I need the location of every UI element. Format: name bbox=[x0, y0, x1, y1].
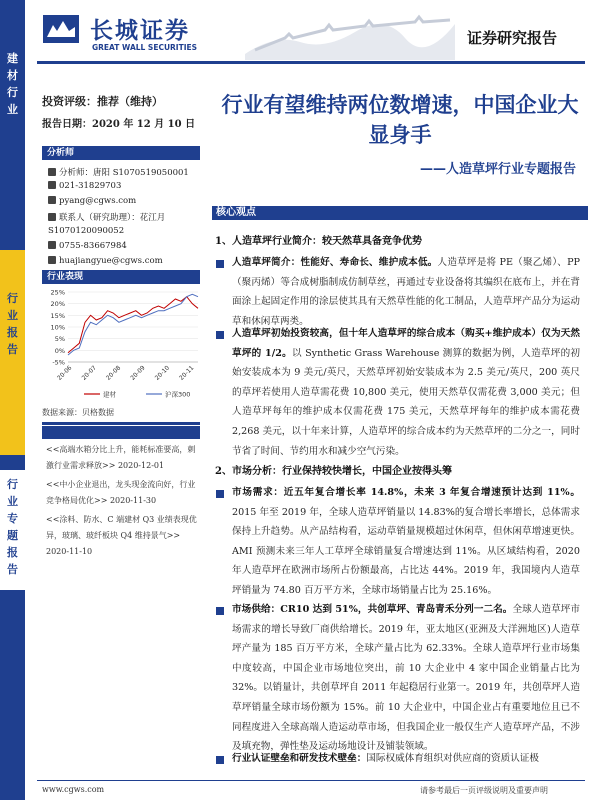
header-divider bbox=[37, 61, 585, 64]
chart-x-tick-label: 20-07 bbox=[80, 364, 98, 382]
chart-y-tick-label: 5% bbox=[54, 335, 65, 344]
investment-rating: 投资评级：推荐（维持） bbox=[42, 95, 163, 108]
contact-text: 分析师：唐阳 S1070519050001 bbox=[59, 168, 189, 178]
core-viewpoint-bar bbox=[212, 206, 588, 220]
paragraph-supply bbox=[232, 600, 580, 757]
chart-y-tick-label: 20% bbox=[50, 300, 65, 309]
contact-line bbox=[48, 256, 163, 266]
contact-text: 0755-83667984 bbox=[59, 241, 127, 251]
contact-text[interactable]: pyang@cgws.com bbox=[59, 196, 137, 206]
related-report-link[interactable]: <<高端水箱分比上升，能耗标准要高，刺激行业需求释放>> 2020-12-01 bbox=[46, 445, 196, 470]
paragraph-demand bbox=[232, 483, 580, 601]
chart-y-tick-label: 0% bbox=[54, 346, 65, 355]
side-tab-industry: 建 材 行 业 bbox=[7, 52, 18, 116]
related-reports-divider bbox=[42, 422, 200, 425]
paragraph-supply-body: 全球人造草坪市场需求的增长导致厂商供给增长。2019 年，亚太地区(亚洲及大洋洲地区)人造草坪产量为 185 百万平方米，全球产量占比为 62.33%。全球人造草坪行业市场集中度较高，中国企业市场地位突出，前 10 大企业中 4 家中国企业销量占比为 32%。以销量计，共创草坪自 2011 年起稳居行业第一。2019 年，共创草坪人造草坪销量全球市场份额为 15%。前 10 大企业中，中国企业占有重要地位且已不同程度进入全球高端人造运动草市场，但我国企业一般仅生产人造草坪产品，不涉及填充物，弹性垫及运动场地设计及铺装领域。 bbox=[232, 604, 580, 753]
side-tab-report: 行 业 报 告 bbox=[0, 250, 25, 455]
contact-text: 021-31829703 bbox=[59, 181, 122, 191]
contact-line bbox=[48, 241, 127, 251]
industry-performance-chart bbox=[42, 286, 202, 406]
related-reports-bar bbox=[42, 426, 200, 439]
footer-website-link[interactable]: www.cgws.com bbox=[42, 785, 105, 794]
chart-legend-label: 沪深300 bbox=[165, 390, 191, 399]
chart-y-tick-label: 15% bbox=[50, 311, 65, 320]
chart-x-tick-label: 20-06 bbox=[56, 364, 74, 382]
contact-line bbox=[48, 181, 121, 191]
logo-text-en: GREAT WALL SECURITIES bbox=[92, 43, 198, 52]
paragraph-demand-lead: 市场需求：近五年复合增长率 14.8%，未来 3 年复合增速预计达到 11%。 bbox=[232, 487, 580, 498]
paragraph-intro-body: 人造草坪是将 PE（聚乙烯）、PP（聚丙烯）等合成树脂制成仿制草丝，再通过专业设备将其编织在底布上，并在背面涂上起固定作用的涂层使其具有天然草性能的化工制品，人造草坪产品分为运动草和休闲草两类。 bbox=[232, 257, 581, 327]
contact-text: 联系人（研究助理）：花江月 bbox=[59, 213, 166, 223]
chart-y-tick-label: -5% bbox=[52, 358, 65, 367]
core-viewpoint-label: 核心观点 bbox=[216, 207, 256, 218]
chart-source: 数据来源：贝格数据 bbox=[42, 408, 114, 417]
mail-icon bbox=[48, 196, 56, 204]
chart-series-line bbox=[68, 294, 198, 355]
chart-y-tick-label: 10% bbox=[50, 323, 65, 332]
paragraph-cost-body: 以 Synthetic Grass Warehouse 测算的数据为例，人造草坪的初始安装成本为 9 美元/英尺，天然草坪初始安装成本为 2.5 美元/英尺，200 英尺的草坪若使用人造草需花费 10,800 美元，使用天然草仅需花费 3,000 美元；但人造草坪每年的维护成本仅需花费 175 美元，天然草坪每年的维护成本需花费 2,268 美元，以十年来计算，人造草坪的综合成本约为天然草坪的二分之一，同时节省了时间、节约用水和减少空气污染。 bbox=[232, 347, 580, 457]
paragraph-intro-lead: 人造草坪简介：性能好、寿命长、维护成本低。 bbox=[232, 257, 438, 268]
contact-text: S1070120090052 bbox=[48, 226, 125, 236]
contact-line bbox=[48, 196, 136, 206]
chart-legend-label: 建材 bbox=[103, 390, 116, 399]
logo-text-cn: 长城证券 bbox=[90, 18, 190, 44]
paragraph-barrier bbox=[232, 749, 580, 769]
side-tab-special-report: 行 业 专 题 报 告 bbox=[0, 470, 25, 590]
paragraph-cost-lead: 人造草坪初始投资较高，但十年人造草坪的综合成本（购买+维护成本）仅为天然草坪的 1/2。 bbox=[232, 328, 580, 359]
bullet-square-icon bbox=[216, 490, 224, 498]
paragraph-supply-lead: 市场供给：CR10 达到 51%，共创草坪、青岛青禾分列一二名。 bbox=[232, 604, 513, 615]
chart-x-tick-label: 20-09 bbox=[129, 364, 147, 382]
great-wall-logo-icon bbox=[43, 15, 79, 43]
paragraph-demand-body: 2015 年至 2019 年，全球人造草坪销量以 14.83%的复合增长率增长，总体需求保持上升趋势。从产品结构看，运动草销量规模超过休闲草，但休闲草增速更快。AMI 预测未来三年人工草坪全球销量复合增速达到 11%。从区域结构看，2020 年人造草坪在欧洲市场所占份额最高，占比达 44%。2019 年，我国境内人造草坪销量为 74.80 百万平方米，全球市场销量占比为 25.16%。 bbox=[232, 506, 580, 596]
phone-icon bbox=[48, 181, 56, 189]
contact-line bbox=[48, 166, 189, 178]
contact-text[interactable]: huajiangyue@cgws.com bbox=[59, 256, 163, 266]
chart-section-bar: 行业表现 bbox=[42, 270, 200, 284]
chart-x-tick-label: 20-08 bbox=[104, 364, 123, 382]
report-date: 报告日期：2020 年 12 月 10 日 bbox=[42, 119, 196, 130]
bullet-square-icon bbox=[216, 756, 224, 764]
report-subtitle: ——人造草坪行业专题报告 bbox=[419, 162, 576, 177]
bullet-square-icon bbox=[216, 607, 224, 615]
report-type-label: 证券研究报告 bbox=[467, 29, 558, 47]
related-report-link[interactable]: <<涂料、防水、C 端建材 Q3 业绩表现优异，玻璃、玻纤板块 Q4 维持景气>> 2020-11-10 bbox=[46, 515, 197, 556]
page-header bbox=[0, 0, 600, 65]
person-icon bbox=[48, 168, 56, 176]
section-heading-1: 1、人造草坪行业简介：较天然草具备竞争优势 bbox=[215, 236, 422, 247]
bullet-square-icon bbox=[216, 260, 224, 268]
paragraph-barrier-body: 国际权威体育组织对供应商的资质认证极 bbox=[366, 753, 539, 764]
section-heading-2: 2、市场分析：行业保持较快增长，中国企业按得头筹 bbox=[215, 466, 452, 477]
report-title: 行业有望维持两位数增速，中国企业大显身手 bbox=[221, 93, 579, 147]
contact-line bbox=[48, 226, 124, 236]
bullet-square-icon bbox=[216, 331, 224, 339]
contact-line bbox=[48, 211, 165, 223]
chart-y-tick-label: 25% bbox=[50, 288, 65, 297]
analyst-section-bar: 分析师 bbox=[42, 146, 200, 160]
paragraph-cost bbox=[232, 324, 580, 461]
chart-x-tick-label: 20-10 bbox=[153, 364, 172, 382]
phone-icon bbox=[48, 241, 56, 249]
footer-divider bbox=[37, 780, 585, 781]
footer-disclaimer-note: 请参考最后一页评级说明及重要声明 bbox=[420, 786, 548, 795]
great-wall-artwork-icon bbox=[245, 4, 455, 60]
person-icon bbox=[48, 213, 56, 221]
related-report-link[interactable]: <<中小企业退出，龙头现金流向好，行业竞争格局优化>> 2020-11-30 bbox=[46, 480, 196, 505]
paragraph-barrier-lead: 行业认证壁垒和研发技术壁垒： bbox=[232, 753, 367, 764]
chart-x-tick-label: 20-11 bbox=[178, 364, 196, 382]
paragraph-intro bbox=[232, 253, 580, 331]
mail-icon bbox=[48, 256, 56, 264]
